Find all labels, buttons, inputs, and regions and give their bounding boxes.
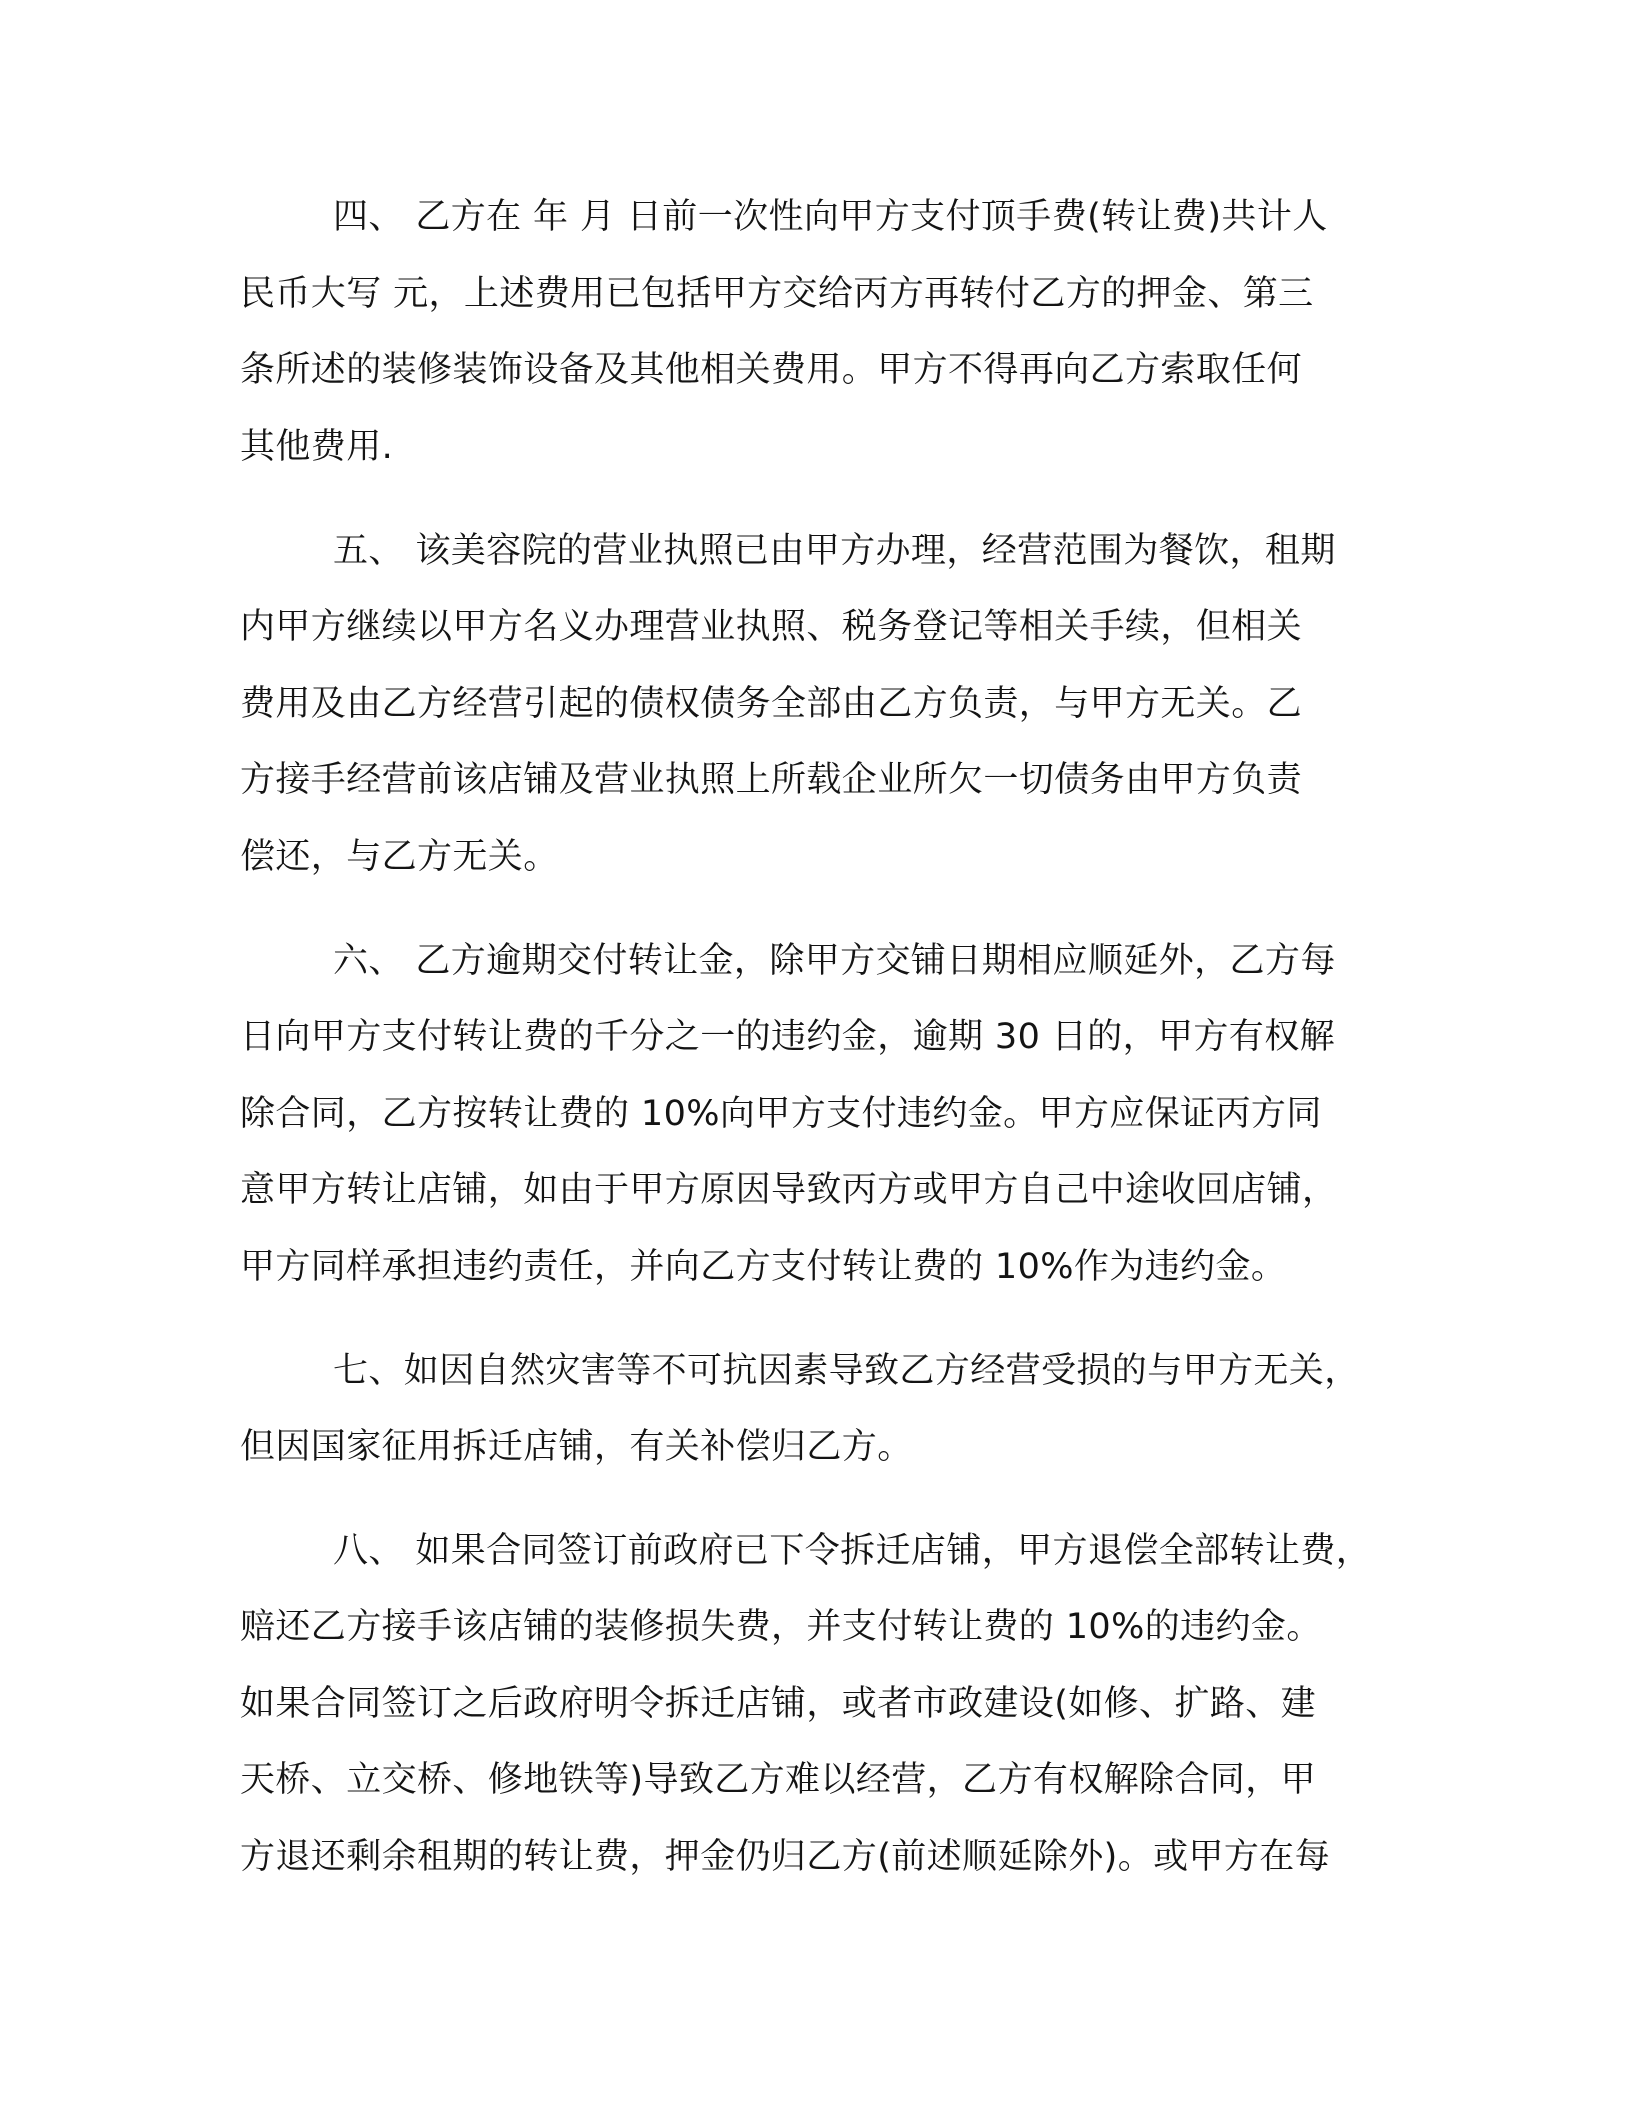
clause-5-line-4: 方接手经营前该店铺及营业执照上所载企业所欠一切债务由甲方负责 xyxy=(240,760,1303,800)
clause-8-line-1: 八、 如果合同签订前政府已下令拆迁店铺，甲方退偿全部转让费， xyxy=(333,1531,1372,1571)
clause-4-line-3: 条所述的装修装饰设备及其他相关费用。甲方不得再向乙方索取任何 xyxy=(240,350,1303,390)
clause-6-line-4: 意甲方转让店铺，如由于甲方原因导致丙方或甲方自己中途收回店铺， xyxy=(240,1170,1338,1210)
clause-4-line-4: 其他费用. xyxy=(240,427,394,467)
clause-6-line-2: 日向甲方支付转让费的千分之一的违约金，逾期 30 日的，甲方有权解 xyxy=(240,1017,1335,1057)
clause-5-line-3: 费用及由乙方经营引起的债权债务全部由乙方负责，与甲方无关。乙 xyxy=(240,684,1303,724)
clause-8-line-2: 赔还乙方接手该店铺的装修损失费，并支付转让费的 10%的违约金。 xyxy=(240,1607,1322,1647)
clause-6-line-3: 除合同，乙方按转让费的 10%向甲方支付违约金。甲方应保证丙方同 xyxy=(240,1094,1322,1134)
clause-6-line-5: 甲方同样承担违约责任，并向乙方支付转让费的 10%作为违约金。 xyxy=(240,1247,1287,1287)
clause-5-line-2: 内甲方继续以甲方名义办理营业执照、税务登记等相关手续，但相关 xyxy=(240,607,1303,647)
clause-8-line-5: 方退还剩余租期的转让费，押金仍归乙方(前述顺延除外)。或甲方在每 xyxy=(240,1837,1331,1877)
clause-5-line-1: 五、 该美容院的营业执照已由甲方办理，经营范围为餐饮，租期 xyxy=(333,531,1336,571)
clause-7-line-2: 但因国家征用拆迁店铺，有关补偿归乙方。 xyxy=(240,1427,913,1467)
clause-5-line-5: 偿还，与乙方无关。 xyxy=(240,837,559,877)
clause-4-line-1: 四、 乙方在 年 月 日前一次性向甲方支付顶手费(转让费)共计人 xyxy=(333,197,1328,237)
clause-7-line-1: 七、如因自然灾害等不可抗因素导致乙方经营受损的与甲方无关， xyxy=(333,1351,1360,1391)
clause-8-line-4: 天桥、立交桥、修地铁等)导致乙方难以经营，乙方有权解除合同，甲 xyxy=(240,1760,1317,1800)
clause-4-line-2: 民币大写 元，上述费用已包括甲方交给丙方再转付乙方的押金、第三 xyxy=(240,274,1314,314)
clause-8-line-3: 如果合同签订之后政府明令拆迁店铺，或者市政建设(如修、扩路、建 xyxy=(240,1684,1317,1724)
clause-6-line-1: 六、 乙方逾期交付转让金，除甲方交铺日期相应顺延外，乙方每 xyxy=(333,941,1336,981)
